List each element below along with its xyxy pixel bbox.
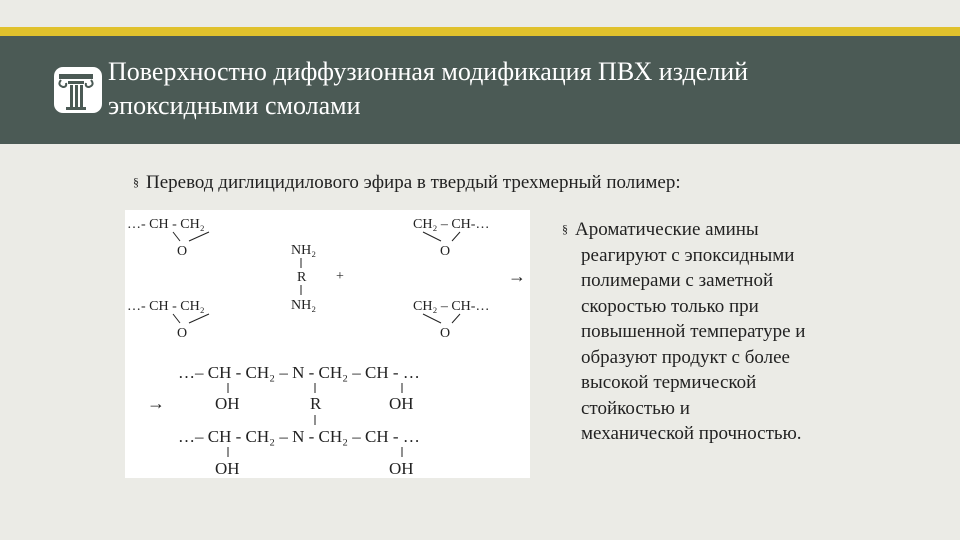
plus-sign: + xyxy=(336,269,344,284)
bullet-icon: § xyxy=(562,222,568,236)
bullet-line-7: высокой термической xyxy=(581,372,757,393)
bullet-line-6: образуют продукт с более xyxy=(581,346,790,368)
bullet-line-1 xyxy=(562,217,862,243)
title-line-2: эпоксидными смолами xyxy=(108,91,361,120)
accent-bar xyxy=(0,27,960,36)
reaction-equation-image xyxy=(125,210,530,478)
bullet-line-3: полимерами с заметной xyxy=(581,270,774,291)
aromatic-amines-bullet xyxy=(562,217,862,447)
epoxide-top-right: CH₂ – CH-… xyxy=(413,217,490,232)
reaction-arrow: → xyxy=(508,266,526,286)
amine-top: NH₂ xyxy=(291,243,317,258)
bullet-line-8: стойкостью и xyxy=(581,397,690,419)
bullet-icon: § xyxy=(133,175,139,189)
epoxide-top-left: …- CH - CH₂ xyxy=(127,217,205,232)
sub-bullet xyxy=(133,172,681,194)
bullet-line-2: реагируют с эпоксидными xyxy=(581,244,795,266)
epoxide-bottom-right: CH₂ – CH-… xyxy=(413,299,490,314)
hydroxyl-left: OH xyxy=(215,394,240,413)
oxygen-top-right: O xyxy=(440,244,451,259)
product-line-1: …– CH - CH₂ – N - CH₂ – CH - … xyxy=(178,363,420,382)
product-r: R xyxy=(310,394,322,413)
product-line-2: …– CH - CH₂ – N - CH₂ – CH - … xyxy=(178,427,420,446)
hydroxyl-bottom-right: OH xyxy=(389,459,414,478)
column-capital-icon xyxy=(53,66,103,114)
oxygen-bottom-left: O xyxy=(177,326,188,341)
bullet-line-9: механической прочностью. xyxy=(581,423,802,444)
amine-bottom: NH₂ xyxy=(291,298,317,313)
amine-r: R xyxy=(297,270,307,285)
slide-title xyxy=(108,55,748,123)
sub-bullet-text: Перевод диглицидилового эфира в твердый трехмерный полимер: xyxy=(146,172,681,193)
epoxide-bottom-left: …- CH - CH₂ xyxy=(127,299,205,314)
hydroxyl-right: OH xyxy=(389,394,414,413)
oxygen-top-left: O xyxy=(177,244,188,259)
oxygen-bottom-right: O xyxy=(440,326,451,341)
bullet-line-4: скоростью только при xyxy=(581,295,759,317)
product-arrow: → xyxy=(147,393,165,413)
bullet-text: Ароматические амины xyxy=(575,219,759,240)
hydroxyl-bottom-left: OH xyxy=(215,459,240,478)
bullet-line-5: повышенной температуре и xyxy=(581,321,806,342)
title-line-1: Поверхностно диффузионная модификация ПВХ изделий xyxy=(108,57,749,86)
